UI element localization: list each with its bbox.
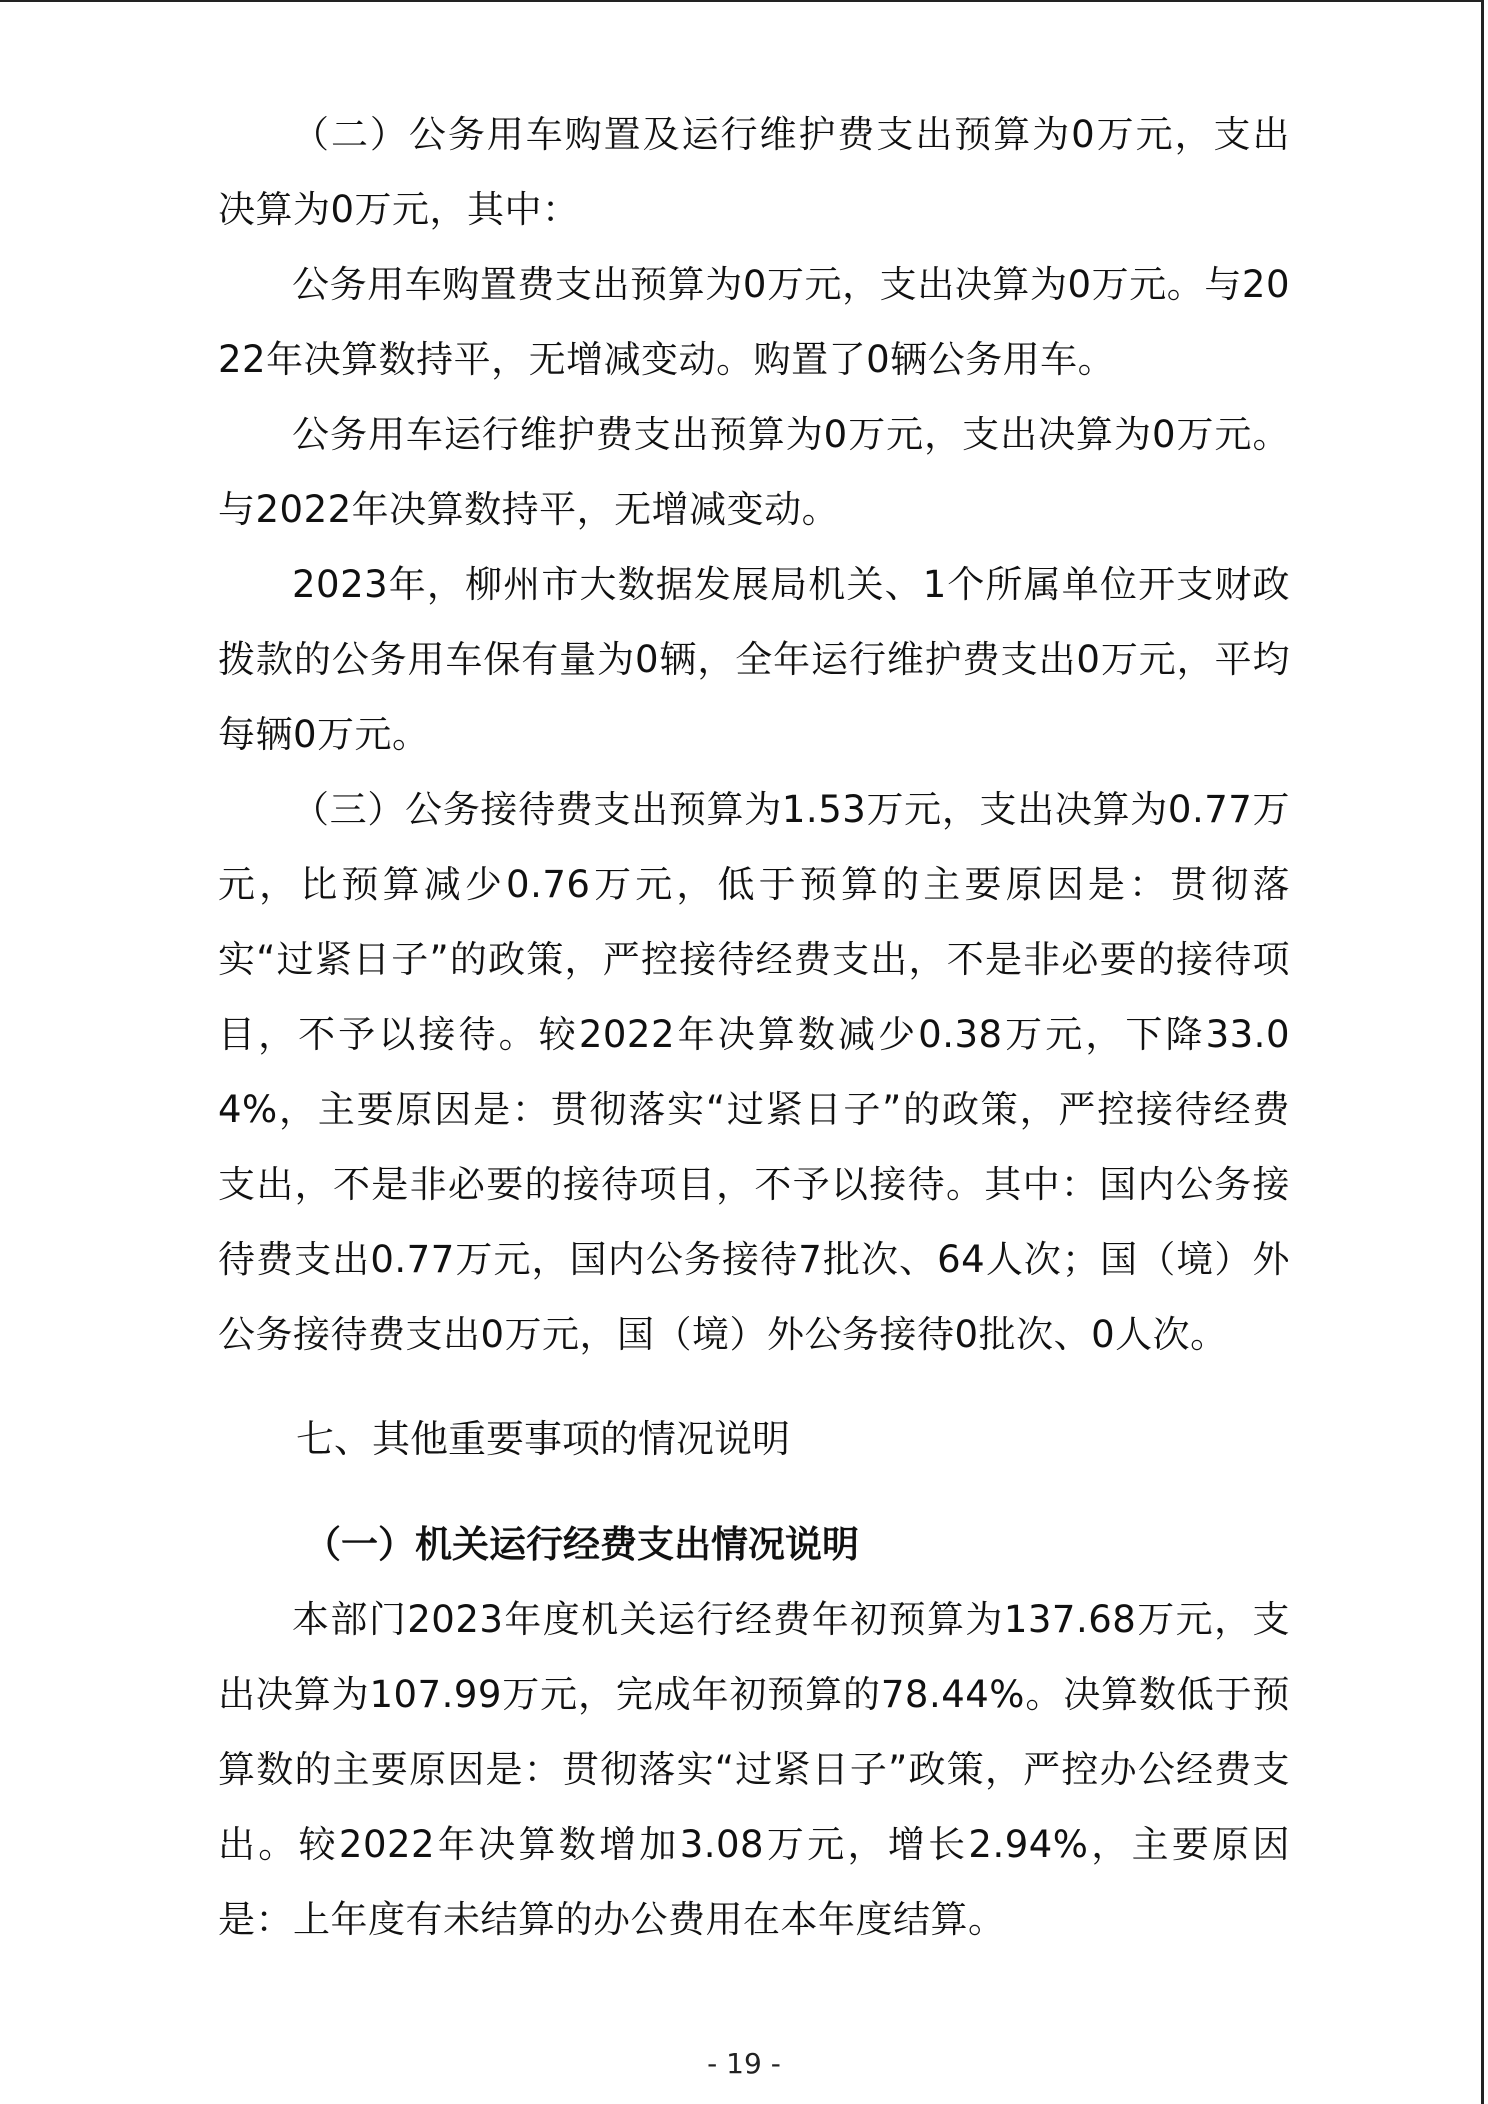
paragraph-vehicle-holdings: 2023年，柳州市大数据发展局机关、1个所属单位开支财政拨款的公务用车保有量为0辆，全年运行维护费支出0万元，平均每辆0万元。	[218, 563, 1290, 756]
section-heading: 七、其他重要事项的情况说明	[296, 1417, 791, 1461]
paragraph-operating-expense: 本部门2023年度机关运行经费年初预算为137.68万元，支出决算为107.99万元，完成年初预算的78.44%。决算数低于预算数的主要原因是：贯彻落实“过紧日子”政策，严控办公经费支出。较2022年决算数增加3.08万元，增长2.94%，主要原因是：上年度有未结算的办公费用在本年度结算。	[218, 1598, 1290, 1941]
document-body	[218, 97, 1290, 1957]
subsection-heading: （一）机关运行经费支出情况说明	[304, 1523, 859, 1566]
paragraph-vehicle-budget: （二）公务用车购置及运行维护费支出预算为0万元，支出决算为0万元，其中：	[218, 113, 1290, 231]
paragraph-vehicle-maintenance: 公务用车运行维护费支出预算为0万元，支出决算为0万元。与2022年决算数持平，无增减变动。	[218, 413, 1290, 531]
paragraph-vehicle-purchase: 公务用车购置费支出预算为0万元，支出决算为0万元。与2022年决算数持平，无增减变动。购置了0辆公务用车。	[218, 263, 1290, 381]
paragraph-reception-expense: （三）公务接待费支出预算为1.53万元，支出决算为0.77万元，比预算减少0.76万元，低于预算的主要原因是：贯彻落实“过紧日子”的政策，严控接待经费支出，不是非必要的接待项目，不予以接待。较2022年决算数减少0.38万元，下降33.04%，主要原因是：贯彻落实“过紧日子”的政策，严控接待经费支出，不是非必要的接待项目，不予以接待。其中：国内公务接待费支出0.77万元，国内公务接待7批次、64人次；国（境）外公务接待费支出0万元，国（境）外公务接待0批次、0人次。	[218, 788, 1290, 1356]
page-number: - 19 -	[707, 2047, 781, 2080]
